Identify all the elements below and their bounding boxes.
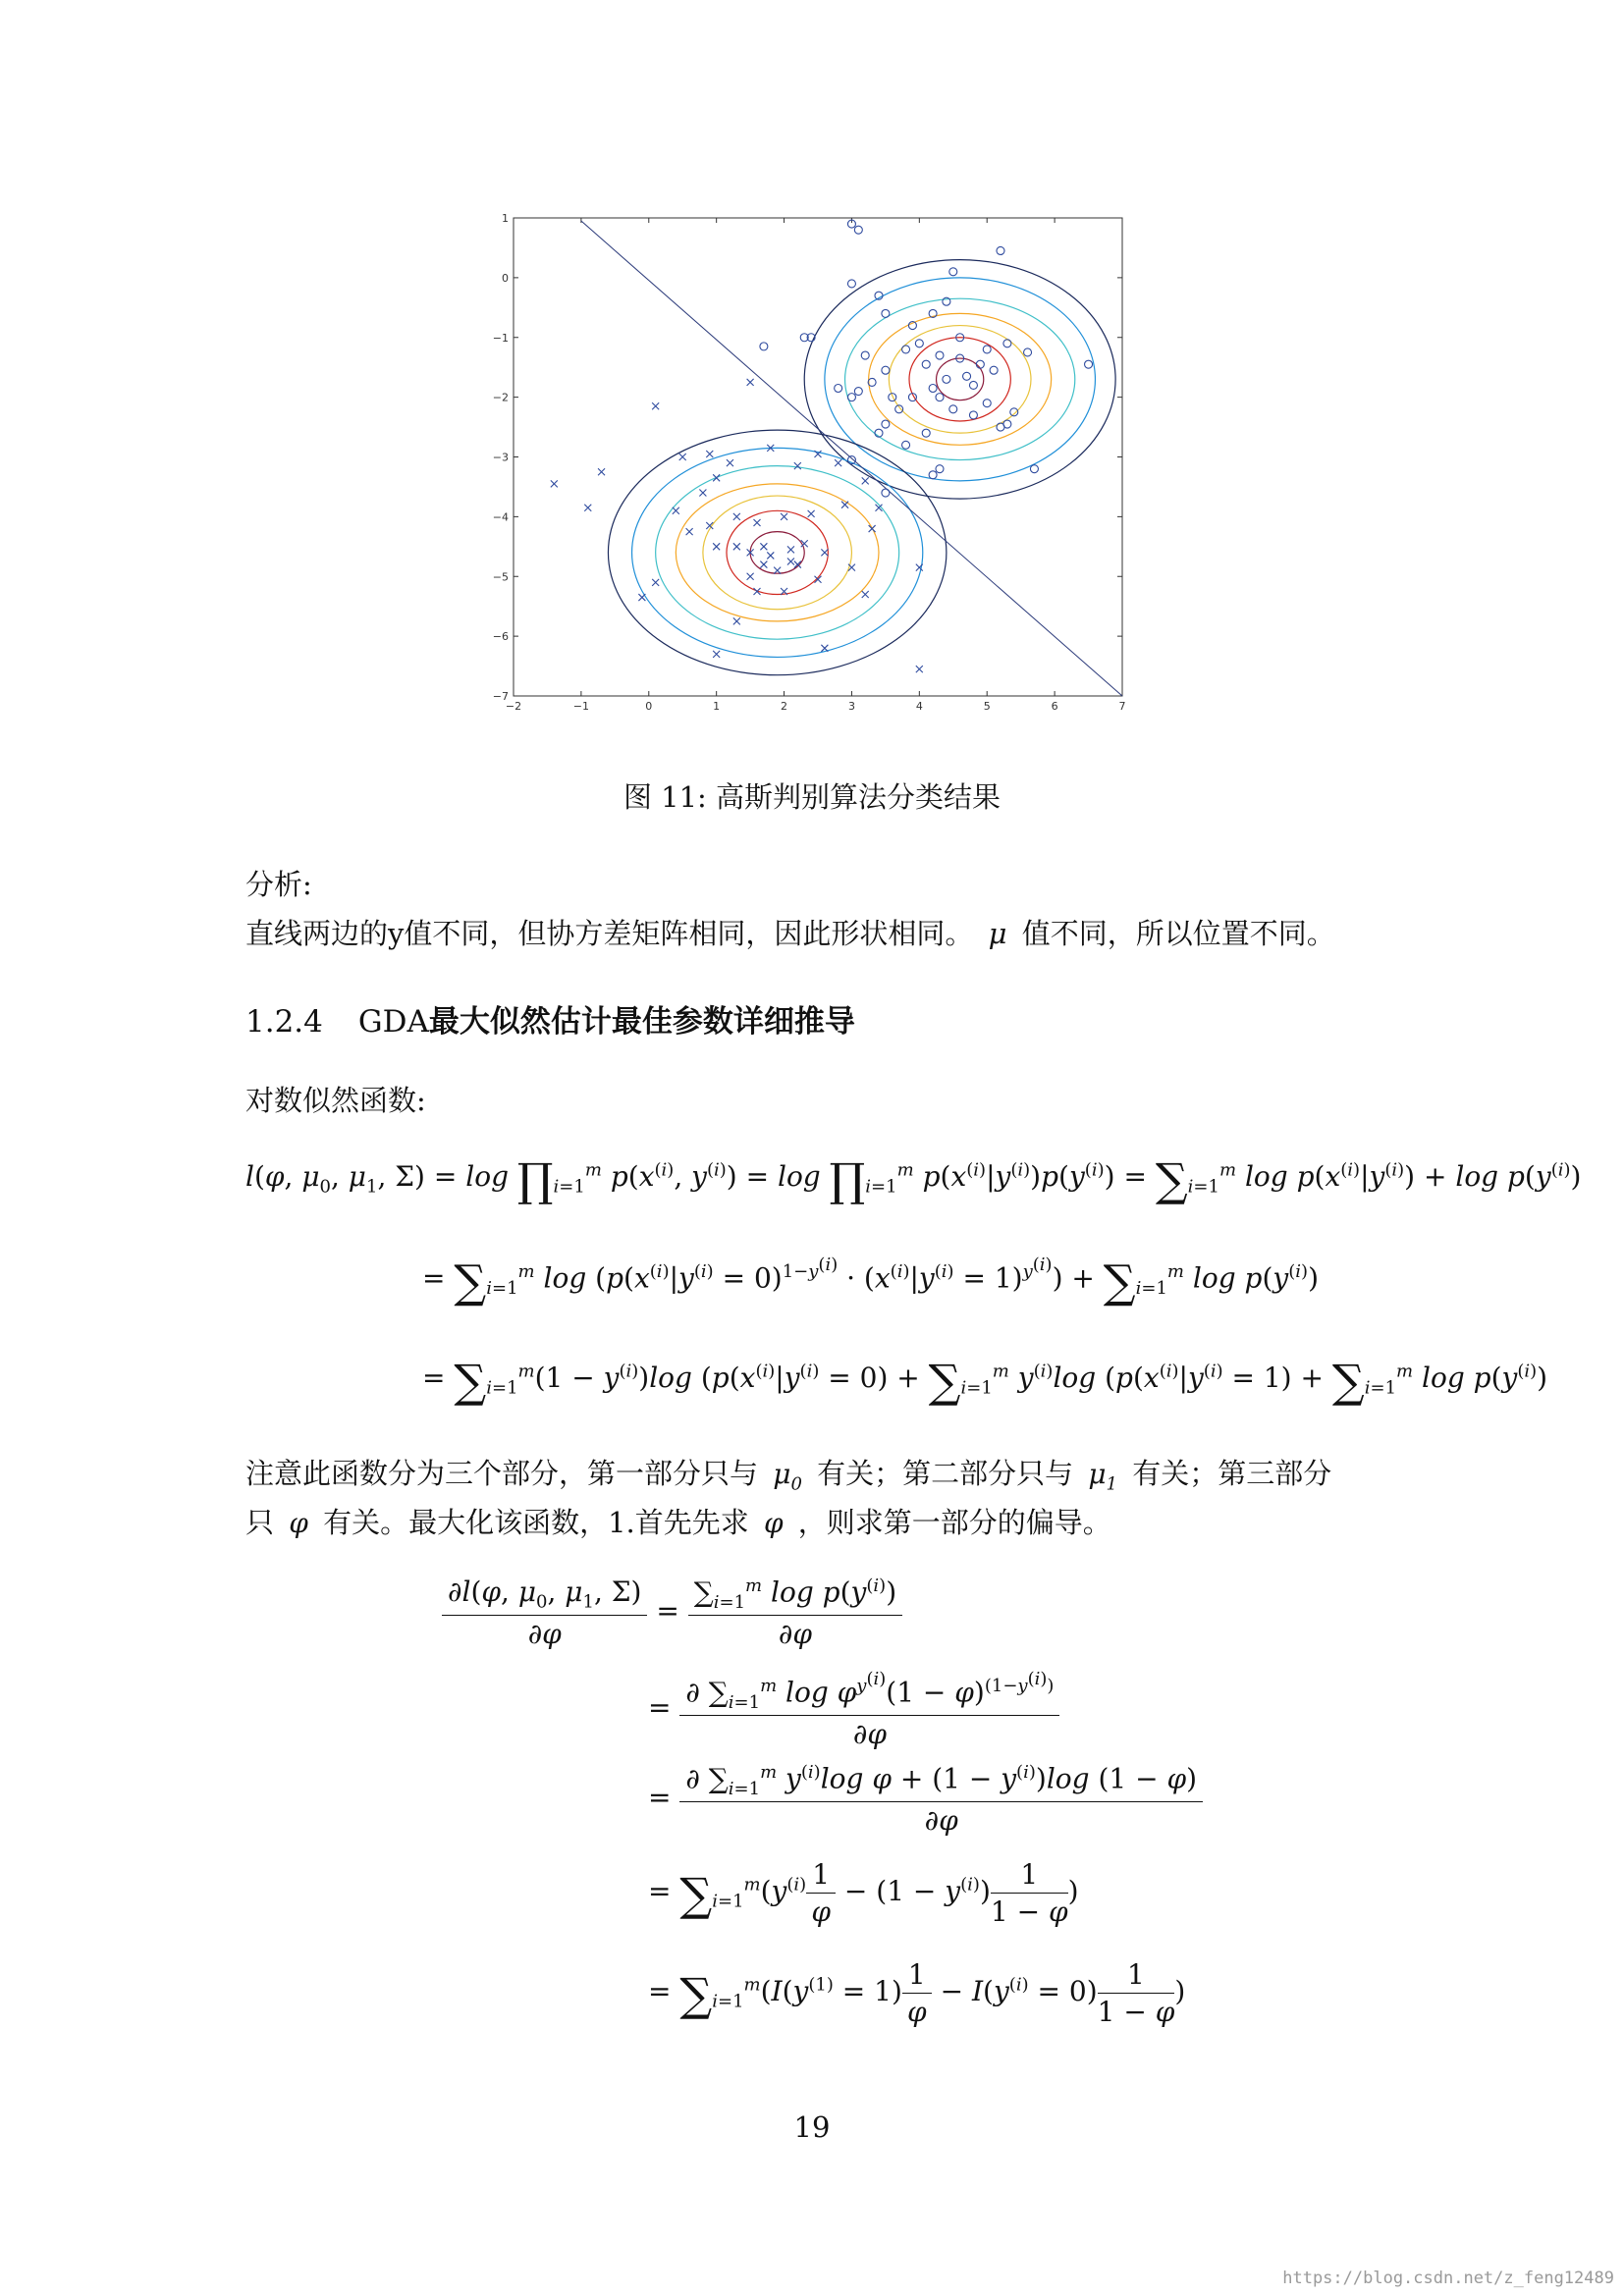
y-tick-label: −1 — [492, 331, 509, 345]
x-tick-label: 1 — [713, 700, 721, 713]
note-2b: 有关。最大化该函数，1.首先先求 — [323, 1506, 749, 1539]
section-title-cjk: 最大似然估计最佳参数详细推导 — [428, 1004, 855, 1040]
derivative-line2: = $\frac{\partial \sum_{i=1}^m \log \varphi^{y^{(i)}}(1 - \varphi)^{(1-y^{(i)})}}{\partial\varphi}$ — [648, 1669, 1059, 1750]
section-number: 1.2.4 — [245, 1004, 323, 1040]
y-tick-label: 1 — [502, 212, 509, 225]
section-heading — [245, 996, 855, 1041]
derivative-line1: $\frac{\partial l(\varphi, \mu_0, \mu_1, \Sigma)}{\partial\varphi}$ = $\frac{\sum_{i=1}^m \log p(y^{(i)})}{\partial\varphi}$ — [442, 1575, 902, 1650]
derivative-line4: = $\sum_{i=1}^m(y^{(i)}$ $\frac{1}{\varphi}$ − $(1 - y^{(i)})$ $\frac{1}{1 - \varphi}$ ) — [648, 1858, 1079, 1928]
x-tick-label: 3 — [847, 700, 855, 713]
y-tick-label: −3 — [492, 451, 509, 464]
section-title-latin: GDA — [357, 1004, 429, 1040]
loglik-equation-line3: = $\sum_{i=1}^m(1 - y^{(i)})\log$ ($p(x^{(i)}|y^{(i)} = 0) + \sum_{i=1}^m$ $y^{(i)}\log$ ($p(x^{(i)}|y^{(i)} = 1) + \sum_{i=1}^m$ $\log p(y^{(i)})$ — [422, 1355, 1548, 1408]
watermark: https://blog.csdn.net/z_feng12489 — [1282, 2269, 1614, 2288]
derivative-line5: = $\sum_{i=1}^m(I(y^{(1)} = 1)$ $\frac{1}{\varphi}$ − $I(y^{(i)} = 0)$ $\frac{1}{1 - \varphi}$ ) — [648, 1958, 1186, 2028]
analysis-text — [245, 913, 1335, 954]
x-tick-label: 7 — [1118, 700, 1126, 713]
note-line-2: 只 φ 有关。最大化该函数，1.首先先求 φ ，则求第一部分的偏导。 — [245, 1506, 1111, 1539]
x-tick-label: 4 — [915, 700, 923, 713]
note-line-1: 注意此函数分为三个部分，第一部分只与 $\mu_0$ 有关；第二部分只与 $\mu_1$ 有关；第三部分 — [245, 1457, 1332, 1495]
plot-frame — [514, 218, 1122, 696]
plot-canvas — [486, 206, 1134, 717]
derivative-line3: = $\frac{\partial \sum_{i=1}^m y^{(i)}\log \varphi + (1 - y^{(i)})\log (1 - \varphi)}{\partial\varphi}$ — [648, 1762, 1203, 1837]
y-tick-label: −2 — [492, 391, 509, 404]
x-tick-label: 0 — [645, 700, 653, 713]
note-2a: 只 — [245, 1506, 275, 1539]
note-1a: 注意此函数分为三个部分，第一部分只与 — [245, 1457, 759, 1490]
figure-caption: 图 11: 高斯判别算法分类结果 — [623, 780, 1001, 814]
y-tick-label: −6 — [492, 630, 509, 644]
gda-scatter-plot — [486, 206, 1134, 717]
analysis-text-b: 值不同，所以位置不同。 — [1021, 917, 1335, 950]
note-2c: ，则求第一部分的偏导。 — [797, 1506, 1111, 1539]
loglik-label: 对数似然函数: — [245, 1084, 426, 1117]
page-number: 19 — [793, 2110, 831, 2144]
x-tick-label: −1 — [572, 700, 589, 713]
y-tick-label: 0 — [502, 271, 509, 285]
x-tick-label: 6 — [1051, 700, 1058, 713]
loglik-equation-line2: = $\sum_{i=1}^m$ $\log (p(x^{(i)}|y^{(i)} = 0)^{1-y^{(i)}} \cdot (x^{(i)}|y^{(i)} = 1)^{y^{(i)}}) + \sum_{i=1}^m$ $\log p(y^{(i)})$ — [422, 1255, 1319, 1308]
analysis-label: 分析: — [245, 868, 312, 901]
x-tick-label: 5 — [983, 700, 991, 713]
analysis-text-a: 直线两边的y值不同，但协方差矩阵相同，因此形状相同。 — [245, 917, 974, 950]
y-tick-label: −5 — [492, 570, 509, 584]
y-tick-label: −7 — [492, 690, 509, 703]
y-tick-label: −4 — [492, 510, 509, 524]
mu-symbol: μ — [988, 917, 1007, 950]
note-1c: 有关；第三部分 — [1132, 1457, 1332, 1490]
note-1b: 有关；第二部分只与 — [817, 1457, 1074, 1490]
x-tick-label: −2 — [505, 700, 522, 713]
x-tick-label: 2 — [781, 700, 788, 713]
loglik-equation-line1: l(φ, $\mu_0$, $\mu_1$, $\Sigma) = \log \prod_{i=1}^m$ $p(x^{(i)}$, $y^{(i)}) = \log$ $\prod_{i=1}^m$ $p(x^{(i)}|y^{(i)})p(y^{(i)}) = \sum_{i=1}^m$ $\log p(x^{(i)}|y^{(i)}) + \log p(y^{(i)})$ — [245, 1153, 1582, 1206]
